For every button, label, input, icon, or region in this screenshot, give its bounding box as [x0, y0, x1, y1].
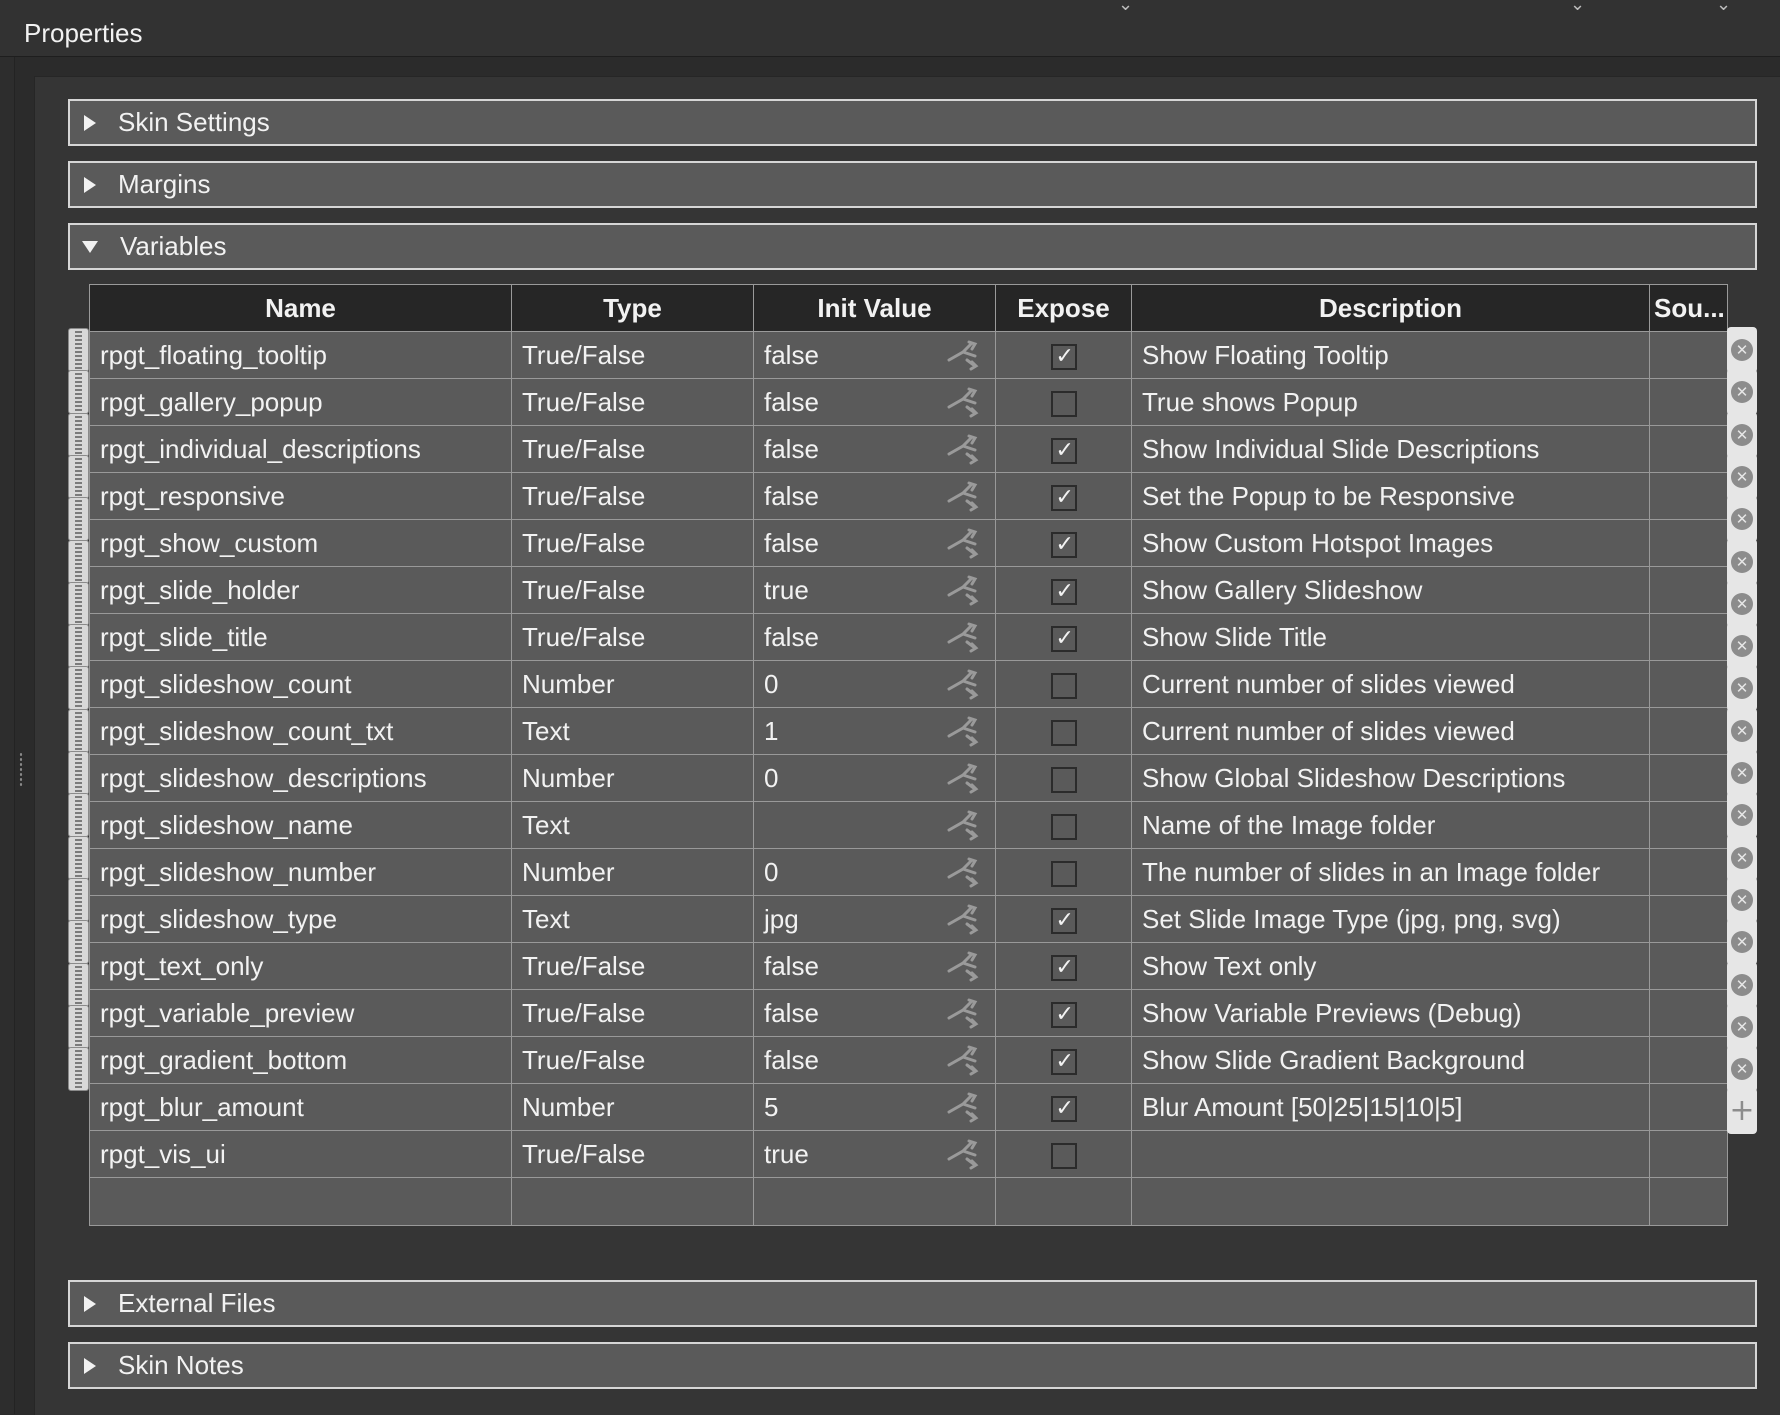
- expose-checkbox[interactable]: [1051, 532, 1077, 558]
- cell-type[interactable]: True/False: [512, 567, 754, 614]
- remove-circle-icon: ✕: [1731, 508, 1753, 530]
- remove-row-button[interactable]: [1727, 835, 1757, 881]
- remove-circle-icon: ✕: [1731, 889, 1753, 911]
- cell-source[interactable]: [1650, 379, 1728, 426]
- cell-type[interactable]: True/False: [512, 614, 754, 661]
- column-header-expose[interactable]: Expose: [996, 285, 1132, 332]
- remove-circle-icon: ✕: [1731, 424, 1753, 446]
- remove-row-button[interactable]: [1727, 539, 1757, 585]
- cell-init-value[interactable]: [754, 379, 996, 426]
- expose-checkbox[interactable]: [1051, 720, 1077, 746]
- cell-type[interactable]: Text: [512, 708, 754, 755]
- cell-type[interactable]: [512, 1178, 754, 1226]
- cell-init-value[interactable]: [754, 1037, 996, 1084]
- init-value-text: false: [764, 621, 819, 652]
- cell-init-value[interactable]: [754, 990, 996, 1037]
- expose-checkbox[interactable]: [1051, 767, 1077, 793]
- cell-expose: [996, 379, 1132, 426]
- init-value-text: true: [764, 1138, 809, 1169]
- init-value-text: true: [764, 574, 809, 605]
- cell-name[interactable]: rpgt_responsive: [90, 473, 512, 520]
- cell-name[interactable]: rpgt_slideshow_name: [90, 802, 512, 849]
- cell-expose: [996, 849, 1132, 896]
- remove-row-button[interactable]: [1727, 454, 1757, 500]
- cell-description[interactable]: Show Global Slideshow Descriptions: [1132, 755, 1650, 802]
- section-label: Skin Notes: [118, 1350, 244, 1380]
- init-value-text: 5: [764, 1091, 779, 1122]
- cell-name[interactable]: rpgt_slideshow_type: [90, 896, 512, 943]
- variables-table-container: [89, 284, 1727, 1246]
- cell-type[interactable]: Number: [512, 1084, 754, 1131]
- remove-row-button[interactable]: [1727, 1004, 1757, 1050]
- cell-name[interactable]: [90, 1178, 512, 1226]
- drag-handle-icon[interactable]: [68, 836, 89, 880]
- table-row[interactable]: [90, 755, 1728, 802]
- cell-description[interactable]: Show Floating Tooltip: [1132, 332, 1650, 379]
- expose-checkbox[interactable]: [1051, 579, 1077, 605]
- cell-name[interactable]: rpgt_gallery_popup: [90, 379, 512, 426]
- drag-handle-icon[interactable]: [68, 328, 89, 372]
- share-link-icon[interactable]: [945, 620, 985, 654]
- remove-row-button[interactable]: [1727, 708, 1757, 754]
- cell-description[interactable]: Show Variable Previews (Debug): [1132, 990, 1650, 1037]
- table-row[interactable]: [90, 473, 1728, 520]
- table-row[interactable]: [90, 661, 1728, 708]
- expose-checkbox[interactable]: [1051, 485, 1077, 511]
- cell-name[interactable]: rpgt_vis_ui: [90, 1131, 512, 1178]
- cell-init-value[interactable]: [754, 849, 996, 896]
- cell-init-value[interactable]: [754, 661, 996, 708]
- cell-description[interactable]: Show Slide Gradient Background: [1132, 1037, 1650, 1084]
- cell-name[interactable]: rpgt_text_only: [90, 943, 512, 990]
- cell-expose: [996, 1084, 1132, 1131]
- cell-init-value[interactable]: [754, 520, 996, 567]
- init-value-text: false: [764, 1044, 819, 1075]
- section-margins[interactable]: [68, 161, 1757, 208]
- init-value-text: false: [764, 997, 819, 1028]
- init-value-text: 0: [764, 668, 779, 699]
- cell-init-value[interactable]: [754, 473, 996, 520]
- drag-handle-icon[interactable]: [68, 1005, 89, 1049]
- remove-circle-icon: ✕: [1731, 466, 1753, 488]
- cell-name[interactable]: rpgt_slideshow_number: [90, 849, 512, 896]
- remove-row-button[interactable]: [1727, 1046, 1757, 1092]
- remove-circle-icon: ✕: [1731, 635, 1753, 657]
- column-header-init-value[interactable]: Init Value: [754, 285, 996, 332]
- cell-description[interactable]: True shows Popup: [1132, 379, 1650, 426]
- cell-source[interactable]: [1650, 849, 1728, 896]
- init-value-text: false: [764, 480, 819, 511]
- table-row[interactable]: [90, 1131, 1728, 1178]
- cell-init-value[interactable]: [754, 567, 996, 614]
- init-value-text: 0: [764, 762, 779, 793]
- cell-expose: [996, 990, 1132, 1037]
- cell-source[interactable]: [1650, 708, 1728, 755]
- table-header-row: [90, 285, 1728, 332]
- table-row[interactable]: [90, 520, 1728, 567]
- expose-checkbox[interactable]: [1051, 344, 1077, 370]
- cell-description[interactable]: [1132, 1131, 1650, 1178]
- table-row[interactable]: [90, 849, 1728, 896]
- triangle-right-icon: [84, 115, 96, 131]
- left-gutter: [0, 57, 15, 1414]
- cell-init-value[interactable]: [754, 614, 996, 661]
- column-header-type[interactable]: Type: [512, 285, 754, 332]
- cell-init-value[interactable]: [754, 332, 996, 379]
- cell-source[interactable]: [1650, 990, 1728, 1037]
- share-link-icon[interactable]: [945, 808, 985, 842]
- share-link-icon[interactable]: [945, 761, 985, 795]
- cell-source[interactable]: [1650, 426, 1728, 473]
- table-row[interactable]: [90, 379, 1728, 426]
- cell-expose: [996, 1131, 1132, 1178]
- remove-row-button[interactable]: [1727, 623, 1757, 669]
- share-link-icon[interactable]: [945, 902, 985, 936]
- cell-name[interactable]: rpgt_slide_title: [90, 614, 512, 661]
- cell-init-value[interactable]: [754, 755, 996, 802]
- drag-handle-icon[interactable]: [68, 793, 89, 837]
- table-row[interactable]: [90, 896, 1728, 943]
- remove-circle-icon: ✕: [1731, 762, 1753, 784]
- chevron-down-icon[interactable]: ⌄: [1570, 0, 1586, 14]
- expose-checkbox[interactable]: [1051, 814, 1077, 840]
- cell-source[interactable]: [1650, 1131, 1728, 1178]
- cell-type[interactable]: Number: [512, 849, 754, 896]
- remove-circle-icon: ✕: [1731, 847, 1753, 869]
- cell-source[interactable]: [1650, 332, 1728, 379]
- cell-expose: [996, 1037, 1132, 1084]
- section-label: Skin Settings: [118, 107, 270, 137]
- table-row[interactable]: [90, 943, 1728, 990]
- cell-description[interactable]: Show Individual Slide Descriptions: [1132, 426, 1650, 473]
- remove-circle-icon: ✕: [1731, 931, 1753, 953]
- expose-checkbox[interactable]: [1051, 673, 1077, 699]
- cell-name[interactable]: rpgt_blur_amount: [90, 1084, 512, 1131]
- cell-expose: [996, 802, 1132, 849]
- share-link-icon[interactable]: [945, 385, 985, 419]
- cell-name[interactable]: rpgt_slideshow_count: [90, 661, 512, 708]
- section-label: Margins: [118, 169, 211, 199]
- init-value-text: false: [764, 527, 819, 558]
- table-row[interactable]: [90, 990, 1728, 1037]
- remove-row-button[interactable]: [1727, 750, 1757, 796]
- remove-row-button[interactable]: [1727, 412, 1757, 458]
- drag-handle-icon[interactable]: [68, 751, 89, 795]
- cell-expose: [996, 943, 1132, 990]
- cell-init-value[interactable]: [754, 896, 996, 943]
- cell-description[interactable]: Show Slide Title: [1132, 614, 1650, 661]
- remove-circle-icon: ✕: [1731, 804, 1753, 826]
- cell-description[interactable]: Name of the Image folder: [1132, 802, 1650, 849]
- cell-type[interactable]: Number: [512, 661, 754, 708]
- expose-checkbox[interactable]: [1051, 908, 1077, 934]
- cell-type[interactable]: Text: [512, 802, 754, 849]
- cell-name[interactable]: rpgt_variable_preview: [90, 990, 512, 1037]
- share-link-icon[interactable]: [945, 338, 985, 372]
- cell-expose: [996, 708, 1132, 755]
- init-value-text: false: [764, 433, 819, 464]
- cell-source[interactable]: [1650, 614, 1728, 661]
- section-skin-notes[interactable]: [68, 1342, 1757, 1389]
- drag-handle-icon[interactable]: [68, 455, 89, 499]
- cell-init-value[interactable]: [754, 708, 996, 755]
- table-row[interactable]: [90, 802, 1728, 849]
- variables-table: [89, 284, 1728, 1226]
- cell-description[interactable]: Set the Popup to be Responsive: [1132, 473, 1650, 520]
- remove-row-button[interactable]: [1727, 496, 1757, 542]
- cell-expose: [996, 661, 1132, 708]
- init-value-text: false: [764, 386, 819, 417]
- cell-type[interactable]: True/False: [512, 473, 754, 520]
- remove-row-button[interactable]: [1727, 665, 1757, 711]
- expose-checkbox[interactable]: [1051, 1096, 1077, 1122]
- drag-handle-icon[interactable]: [68, 413, 89, 457]
- section-label: External Files: [118, 1288, 276, 1318]
- panel-titlebar: [0, 0, 1780, 57]
- triangle-right-icon: [84, 1296, 96, 1312]
- cell-description[interactable]: Set Slide Image Type (jpg, png, svg): [1132, 896, 1650, 943]
- init-value-text: 0: [764, 856, 779, 887]
- table-row[interactable]: [90, 614, 1728, 661]
- cell-description[interactable]: [1132, 1178, 1650, 1226]
- section-variables[interactable]: [68, 223, 1757, 270]
- share-link-icon[interactable]: [945, 526, 985, 560]
- cell-name[interactable]: rpgt_gradient_bottom: [90, 1037, 512, 1084]
- remove-circle-icon: ✕: [1731, 1016, 1753, 1038]
- share-link-icon[interactable]: [945, 855, 985, 889]
- drag-handle-icon[interactable]: [68, 582, 89, 626]
- new-row-placeholder[interactable]: [90, 1178, 1728, 1226]
- cell-name[interactable]: rpgt_slideshow_descriptions: [90, 755, 512, 802]
- table-row[interactable]: [90, 426, 1728, 473]
- cell-init-value[interactable]: [754, 1131, 996, 1178]
- drag-handle-icon[interactable]: [68, 624, 89, 668]
- section-skin-settings[interactable]: [68, 99, 1757, 146]
- share-link-icon[interactable]: [945, 714, 985, 748]
- remove-circle-icon: ✕: [1731, 593, 1753, 615]
- remove-circle-icon: ✕: [1731, 339, 1753, 361]
- cell-type[interactable]: True/False: [512, 379, 754, 426]
- expose-checkbox[interactable]: [1051, 1049, 1077, 1075]
- init-value-text: 1: [764, 715, 779, 746]
- expose-checkbox[interactable]: [1051, 1143, 1077, 1169]
- cell-type[interactable]: True/False: [512, 1037, 754, 1084]
- remove-circle-icon: ✕: [1731, 974, 1753, 996]
- init-value-text: jpg: [764, 903, 799, 934]
- share-link-icon[interactable]: [945, 432, 985, 466]
- add-row-button[interactable]: [1727, 1088, 1757, 1134]
- expose-checkbox[interactable]: [1051, 438, 1077, 464]
- cell-source[interactable]: [1650, 567, 1728, 614]
- remove-row-button[interactable]: [1727, 962, 1757, 1008]
- share-link-icon[interactable]: [945, 996, 985, 1030]
- cell-description[interactable]: Current number of slides viewed: [1132, 661, 1650, 708]
- cell-type[interactable]: True/False: [512, 990, 754, 1037]
- remove-row-button[interactable]: [1727, 877, 1757, 923]
- drag-handle-icon[interactable]: [68, 540, 89, 584]
- cell-source[interactable]: [1650, 1084, 1728, 1131]
- cell-expose: [996, 332, 1132, 379]
- share-link-icon[interactable]: [945, 1137, 985, 1171]
- share-link-icon[interactable]: [945, 479, 985, 513]
- table-row[interactable]: [90, 567, 1728, 614]
- drag-handle-icon[interactable]: [68, 878, 89, 922]
- share-link-icon[interactable]: [945, 1043, 985, 1077]
- cell-source[interactable]: [1650, 1037, 1728, 1084]
- cell-description[interactable]: Show Custom Hotspot Images: [1132, 520, 1650, 567]
- cell-expose: [996, 426, 1132, 473]
- cell-source[interactable]: [1650, 520, 1728, 567]
- cell-source[interactable]: [1650, 1178, 1728, 1226]
- expose-checkbox[interactable]: [1051, 1002, 1077, 1028]
- cell-expose: [996, 755, 1132, 802]
- cell-expose: [996, 567, 1132, 614]
- cell-source[interactable]: [1650, 802, 1728, 849]
- cell-source[interactable]: [1650, 943, 1728, 990]
- drag-handle-icon[interactable]: [68, 370, 89, 414]
- chevron-down-icon[interactable]: ⌄: [1716, 0, 1732, 14]
- drag-handle-icon[interactable]: [68, 920, 89, 964]
- remove-row-button[interactable]: [1727, 919, 1757, 965]
- cell-description[interactable]: Show Text only: [1132, 943, 1650, 990]
- drag-handle-icon[interactable]: [68, 497, 89, 541]
- expose-checkbox[interactable]: [1051, 626, 1077, 652]
- cell-type[interactable]: True/False: [512, 943, 754, 990]
- column-header-source[interactable]: Sou...: [1650, 285, 1728, 332]
- cell-expose: [996, 473, 1132, 520]
- init-value-text: false: [764, 950, 819, 981]
- cell-description[interactable]: The number of slides in an Image folder: [1132, 849, 1650, 896]
- share-link-icon[interactable]: [945, 949, 985, 983]
- cell-source[interactable]: [1650, 896, 1728, 943]
- expose-checkbox[interactable]: [1051, 861, 1077, 887]
- remove-row-button[interactable]: [1727, 327, 1757, 373]
- table-row[interactable]: [90, 708, 1728, 755]
- table-row[interactable]: [90, 1084, 1728, 1131]
- cell-type[interactable]: True/False: [512, 1131, 754, 1178]
- cell-init-value[interactable]: [754, 1084, 996, 1131]
- drag-handle-icon[interactable]: [68, 666, 89, 710]
- cell-init-value[interactable]: [754, 802, 996, 849]
- table-row[interactable]: [90, 1037, 1728, 1084]
- cell-name[interactable]: rpgt_slideshow_count_txt: [90, 708, 512, 755]
- remove-circle-icon: ✕: [1731, 720, 1753, 742]
- share-link-icon[interactable]: [945, 667, 985, 701]
- cell-type[interactable]: True/False: [512, 332, 754, 379]
- cell-name[interactable]: rpgt_floating_tooltip: [90, 332, 512, 379]
- cell-expose: [996, 520, 1132, 567]
- cell-expose: [996, 896, 1132, 943]
- cell-type[interactable]: True/False: [512, 520, 754, 567]
- cell-description[interactable]: Show Gallery Slideshow: [1132, 567, 1650, 614]
- share-link-icon[interactable]: [945, 573, 985, 607]
- cell-expose: [996, 614, 1132, 661]
- cell-init-value[interactable]: [754, 1178, 996, 1226]
- triangle-down-icon: [82, 241, 98, 253]
- cell-description[interactable]: Current number of slides viewed: [1132, 708, 1650, 755]
- triangle-right-icon: [84, 177, 96, 193]
- cell-source[interactable]: [1650, 661, 1728, 708]
- remove-circle-icon: ✕: [1731, 677, 1753, 699]
- cell-name[interactable]: rpgt_show_custom: [90, 520, 512, 567]
- cell-type[interactable]: Text: [512, 896, 754, 943]
- column-header-description[interactable]: Description: [1132, 285, 1650, 332]
- init-value-text: false: [764, 339, 819, 370]
- drag-handle-icon[interactable]: [68, 1047, 89, 1091]
- remove-row-button[interactable]: [1727, 792, 1757, 838]
- cell-type[interactable]: True/False: [512, 426, 754, 473]
- cell-init-value[interactable]: [754, 426, 996, 473]
- expose-checkbox[interactable]: [1051, 955, 1077, 981]
- plus-icon: +: [1729, 1093, 1755, 1129]
- remove-circle-icon: ✕: [1731, 1058, 1753, 1080]
- column-header-name[interactable]: Name: [90, 285, 512, 332]
- remove-row-button[interactable]: [1727, 581, 1757, 627]
- drag-handle-icon[interactable]: [68, 963, 89, 1007]
- triangle-right-icon: [84, 1358, 96, 1374]
- panel-title: Properties: [24, 18, 143, 48]
- chevron-down-icon[interactable]: ⌄: [1118, 0, 1134, 14]
- cell-type[interactable]: Number: [512, 755, 754, 802]
- remove-row-button[interactable]: [1727, 369, 1757, 415]
- section-external-files[interactable]: [68, 1280, 1757, 1327]
- remove-circle-icon: ✕: [1731, 551, 1753, 573]
- panel-splitter-handle[interactable]: [19, 752, 24, 786]
- cell-source[interactable]: [1650, 473, 1728, 520]
- expose-checkbox[interactable]: [1051, 391, 1077, 417]
- cell-expose[interactable]: [996, 1178, 1132, 1226]
- cell-init-value[interactable]: [754, 943, 996, 990]
- cell-source[interactable]: [1650, 755, 1728, 802]
- remove-circle-icon: ✕: [1731, 381, 1753, 403]
- table-row[interactable]: [90, 332, 1728, 379]
- share-link-icon[interactable]: [945, 1090, 985, 1124]
- cell-description[interactable]: Blur Amount [50|25|15|10|5]: [1132, 1084, 1650, 1131]
- drag-handle-icon[interactable]: [68, 709, 89, 753]
- section-label: Variables: [120, 231, 227, 261]
- cell-name[interactable]: rpgt_slide_holder: [90, 567, 512, 614]
- cell-name[interactable]: rpgt_individual_descriptions: [90, 426, 512, 473]
